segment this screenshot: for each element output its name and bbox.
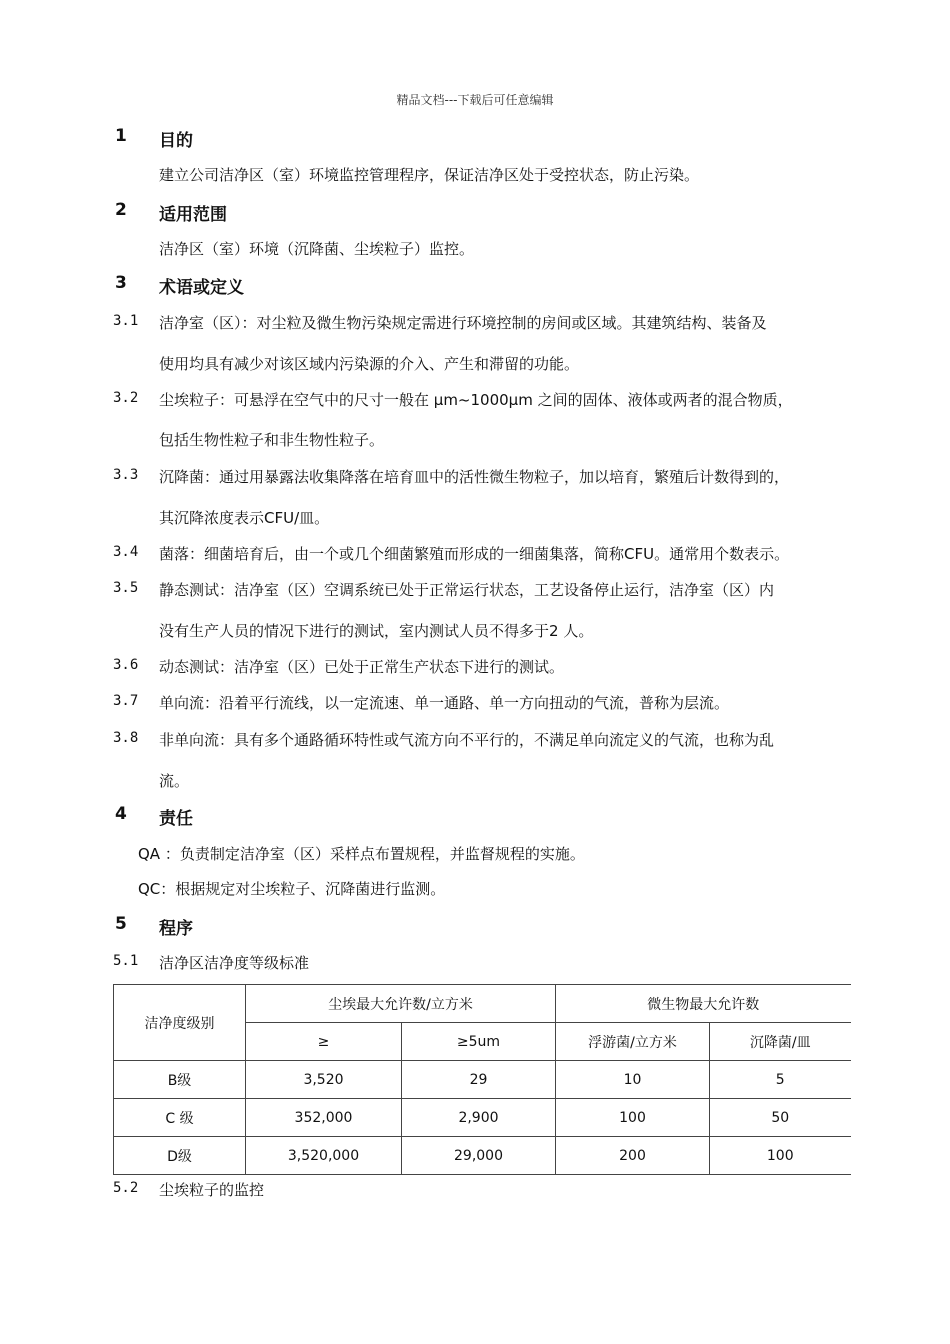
section-1-title: 目的: [159, 131, 193, 151]
table-row: [114, 1137, 851, 1175]
definition-line: 洁净室（区）：对尘粒及微生物污染规定需进行环境控制的房间或区域。其建筑结构、装备及: [159, 314, 767, 332]
definition-line: 菌落：细菌培育后，由一个或几个细菌繁殖而形成的一细菌集落，简称CFU。通常用个数表示。: [159, 545, 790, 563]
definition-line: 沉降菌：通过用暴露法收集降落在培育皿中的活性微生物粒子，加以培育，繁殖后计数得到的，: [159, 468, 790, 486]
table-row: [114, 1061, 851, 1099]
page-header: 精品文档---下载后可任意编辑: [396, 93, 554, 107]
subheader-particle-small: ≥: [246, 1023, 402, 1061]
definition-line: 包括生物性粒子和非生物性粒子。: [159, 431, 385, 449]
cleanliness-grade-table: [113, 984, 851, 1175]
definition-line: 非单向流：具有多个通路循环特性或气流方向不平行的，不满足单向流定义的气流，也称为乱: [159, 731, 775, 749]
subheader-airborne-bacteria: 浮游菌/立方米: [556, 1023, 710, 1061]
table-cell: 2,900: [402, 1099, 556, 1137]
definition-line: 流。: [159, 772, 190, 790]
definition-line: 尘埃粒子：可悬浮在空气中的尺寸一般在 μm~1000μm 之间的固体、液体或两者的混合物质，: [159, 391, 793, 409]
definition-number: 3.8: [113, 730, 139, 746]
header-grade: 洁净度级别: [114, 985, 246, 1061]
section-5-number: 5: [115, 914, 127, 934]
table-cell: 50: [710, 1099, 851, 1137]
definition-line: 静态测试：洁净室（区）空调系统已处于正常运行状态，工艺设备停止运行，洁净室（区）内: [159, 581, 775, 599]
section-4-number: 4: [115, 804, 127, 824]
definition-line: 没有生产人员的情况下进行的测试，室内测试人员不得多于2 人。: [159, 622, 594, 640]
table-cell: 29: [402, 1061, 556, 1099]
definition-number: 3.6: [113, 657, 139, 673]
table-cell: 352,000: [246, 1099, 402, 1137]
section-1-body: 建立公司洁净区（室）环境监控管理程序，保证洁净区处于受控状态，防止污染。: [159, 166, 700, 184]
definition-number: 3.3: [113, 467, 139, 483]
section-3-number: 3: [115, 273, 127, 293]
table-cell: B级: [114, 1061, 246, 1099]
table-cell: 29,000: [402, 1137, 556, 1175]
section-3-title: 术语或定义: [159, 278, 244, 298]
definition-number: 3.5: [113, 580, 139, 596]
section-4-title: 责任: [159, 809, 193, 829]
section-5-title: 程序: [159, 919, 193, 939]
definition-line: 使用均具有减少对该区域内污染源的介入、产生和滞留的功能。: [159, 355, 580, 373]
procedure-number: 5.1: [113, 953, 139, 969]
section-2-body: 洁净区（室）环境（沉降菌、尘埃粒子）监控。: [159, 240, 475, 258]
definition-line: 其沉降浓度表示CFU/皿。: [159, 509, 330, 527]
header-particles-group: 尘埃最大允许数/立方米: [246, 985, 556, 1023]
table-cell: C 级: [114, 1099, 246, 1137]
section-1-number: 1: [115, 126, 127, 146]
definition-number: 3.1: [113, 313, 139, 329]
table-cell: 100: [710, 1137, 851, 1175]
definition-number: 3.4: [113, 544, 139, 560]
header-microbe-group: 微生物最大允许数: [556, 985, 851, 1023]
table-cell: D级: [114, 1137, 246, 1175]
subheader-settling-bacteria: 沉降菌/皿: [710, 1023, 851, 1061]
definition-line: 动态测试：洁净室（区）已处于正常生产状态下进行的测试。: [159, 658, 565, 676]
subheader-particle-5um: ≥5um: [402, 1023, 556, 1061]
section-2-title: 适用范围: [159, 205, 227, 225]
table-cell: 10: [556, 1061, 710, 1099]
responsibility-qa: QA ：负责制定洁净室（区）采样点布置规程，并监督规程的实施。: [138, 845, 585, 863]
definition-number: 3.2: [113, 390, 139, 406]
responsibility-qc: QC：根据规定对尘埃粒子、沉降菌进行监测。: [138, 880, 446, 898]
procedure-title: 洁净区洁净度等级标准: [159, 954, 310, 972]
table-cell: 100: [556, 1099, 710, 1137]
procedure-number: 5.2: [113, 1180, 139, 1196]
procedure-title: 尘埃粒子的监控: [159, 1181, 265, 1199]
table-cell: 3,520: [246, 1061, 402, 1099]
table-cell: 3,520,000: [246, 1137, 402, 1175]
table-cell: 5: [710, 1061, 851, 1099]
definition-line: 单向流：沿着平行流线，以一定流速、单一通路、单一方向扭动的气流，普称为层流。: [159, 694, 730, 712]
table-row: [114, 1099, 851, 1137]
definition-number: 3.7: [113, 693, 139, 709]
section-2-number: 2: [115, 200, 127, 220]
table-cell: 200: [556, 1137, 710, 1175]
